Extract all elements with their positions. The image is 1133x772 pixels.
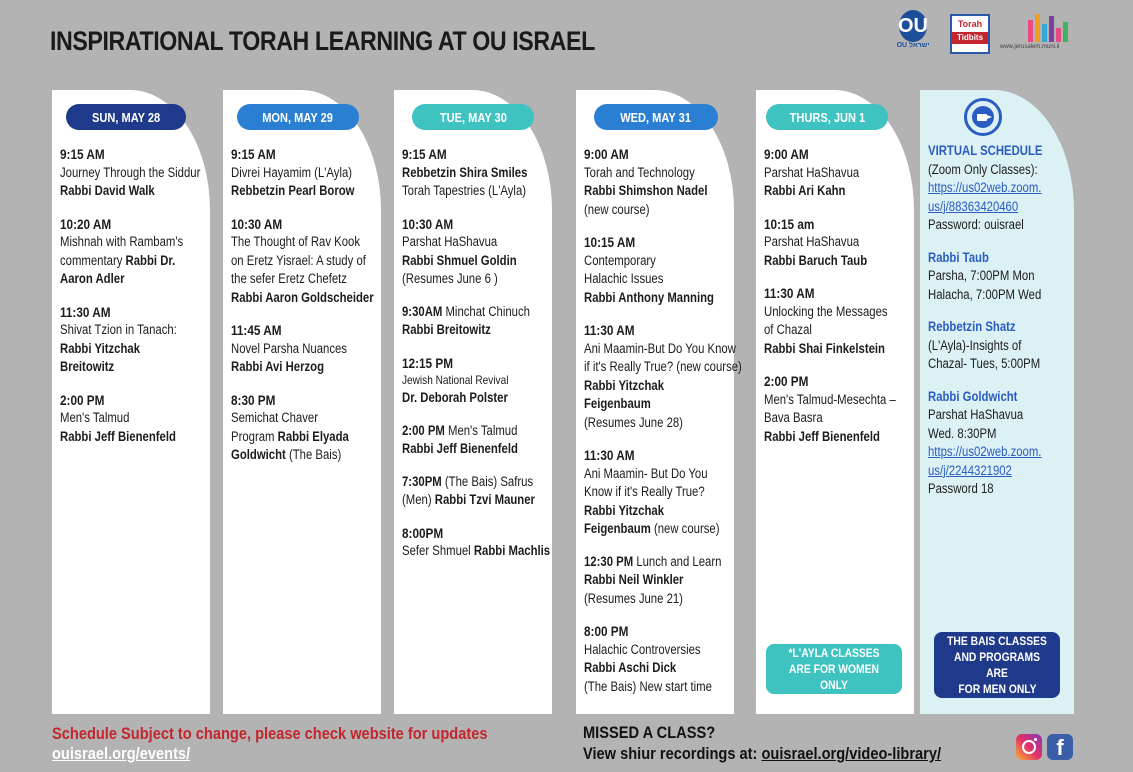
class-title <box>231 233 361 252</box>
class-time: 12:15 PM <box>402 354 453 371</box>
ou-sub: OU ישראל <box>896 42 930 49</box>
zoom-video-icon <box>964 98 1002 136</box>
bold-part: 7:30PM <box>402 473 442 489</box>
regular-part: (The Bais) New start time <box>584 678 712 694</box>
zoom-link[interactable]: us/j/2244321902 <box>928 462 1012 478</box>
missed-class-notice <box>583 722 999 764</box>
class-entry <box>584 145 728 219</box>
virtual-schedule-card <box>920 90 1074 714</box>
teacher-name: Aaron Adler <box>60 271 125 286</box>
class-title <box>231 252 366 271</box>
zoom-link[interactable]: https://us02web.zoom. <box>928 180 1042 195</box>
note-line: FOR MEN ONLY <box>957 682 1037 696</box>
class-title <box>402 270 523 289</box>
class-title <box>231 270 352 289</box>
regular-part: Parshat HaShavua <box>928 407 1024 422</box>
class-title <box>764 164 885 183</box>
teacher-name: Rabbi Aschi Dick <box>584 660 677 675</box>
class-title <box>402 491 535 510</box>
teacher-name: Rabbi Ari Kahn <box>764 183 846 198</box>
class-list <box>60 145 204 460</box>
regular-part: Parshat HaShavua <box>764 164 860 180</box>
class-title <box>231 340 352 359</box>
virtual-heading: Rabbi Goldwicht <box>928 388 1018 404</box>
class-time: 11:30 AM <box>764 285 815 301</box>
day-card <box>756 90 914 714</box>
day-label: TUE, MAY 30 <box>439 109 507 125</box>
day-label: MON, MAY 29 <box>262 109 334 125</box>
teacher-name: Rabbi Shimshon Nadel <box>584 183 708 198</box>
regular-part: if it's Really True? (new course) <box>584 359 742 374</box>
class-title <box>231 164 352 183</box>
zoom-link[interactable]: https://us02web.zoom. <box>928 444 1042 459</box>
day-label: THURS, JUN 1 <box>789 109 865 125</box>
regular-part: (new course) <box>584 201 650 217</box>
regular-part: Men's Talmud <box>444 422 518 438</box>
bold-part: 2:00 PM <box>402 422 445 438</box>
teacher-name: Rabbi Neil Winkler <box>584 572 684 587</box>
regular-part: Parsha, 7:00PM Mon <box>928 268 1035 283</box>
class-title <box>928 355 1046 374</box>
class-title <box>928 480 1046 499</box>
class-entry <box>584 622 728 696</box>
class-entry <box>402 524 551 561</box>
class-title: Jewish National Revival <box>402 373 509 387</box>
regular-part: of Chazal <box>764 322 812 337</box>
class-title <box>60 164 201 183</box>
regular-part: (L'Ayla)-Insights of <box>928 337 1022 353</box>
bold-part: Feigenbaum <box>584 521 651 536</box>
regular-part: (The Bais) <box>285 447 342 462</box>
regular-part: Mishnah with Rambam's <box>60 234 184 249</box>
day-label: SUN, MAY 28 <box>91 109 161 125</box>
regular-part: (Men) <box>402 492 432 507</box>
virtual-entry <box>928 249 1068 305</box>
class-entry <box>60 145 204 201</box>
class-list <box>231 145 375 479</box>
regular-part: the sefer Eretz Chefetz <box>231 271 347 286</box>
class-title <box>584 483 705 502</box>
class-title <box>584 465 708 484</box>
day-pill <box>594 104 718 130</box>
regular-part: The Thought of Rav Kook <box>231 234 361 249</box>
regular-part: (Resumes June 28) <box>584 414 683 430</box>
teacher-name: Rabbi David Walk <box>60 183 155 198</box>
class-entry <box>584 233 728 307</box>
class-title <box>928 425 1046 444</box>
regular-part: Unlocking the Messages <box>764 303 888 319</box>
class-time: 2:00 PM <box>60 391 105 408</box>
class-title <box>584 270 705 289</box>
class-title <box>60 252 181 271</box>
class-entry <box>231 321 375 377</box>
class-entry <box>402 473 546 510</box>
regular-part: Halachic Issues <box>584 271 664 286</box>
bold-part: 9:30AM <box>402 303 443 319</box>
note-line: *L'AYLA CLASSES <box>788 646 880 660</box>
jlm-caption: www.jerusalem.muni.il <box>1000 44 1060 50</box>
mixed-line <box>402 303 530 322</box>
class-title <box>60 233 184 252</box>
class-title <box>584 252 705 271</box>
regular-part: (Zoom Only Classes): <box>928 161 1038 177</box>
regular-part: Semichat Chaver <box>231 410 318 425</box>
mixed-line <box>402 473 534 492</box>
jerusalem-municipality-logo <box>1000 12 1092 56</box>
class-entry <box>402 303 546 340</box>
bold-part: 12:30 PM <box>584 553 634 569</box>
teacher-name: Rabbi Yitzchak <box>60 340 141 356</box>
class-title <box>60 321 181 340</box>
mens-note <box>934 632 1060 698</box>
regular-part: (new course) <box>650 521 720 536</box>
virtual-entry <box>928 142 1068 235</box>
teacher-name: Rabbi Jeff Bienenfeld <box>60 428 176 444</box>
regular-part: Parshat HaShavua <box>402 234 498 249</box>
regular-part: Ani Maamin-But Do You Know <box>584 340 736 356</box>
class-entry <box>231 215 375 308</box>
regular-part: Lunch and Learn <box>633 553 722 569</box>
regular-part: Men's Talmud <box>60 410 130 425</box>
virtual-heading: VIRTUAL SCHEDULE <box>928 143 1043 158</box>
regular-part: Password: ouisrael <box>928 217 1024 232</box>
ou-israel-logo <box>896 10 930 54</box>
mixed-line <box>402 422 523 441</box>
day-pill <box>66 104 186 130</box>
class-entry <box>584 553 728 609</box>
torah-logo-text: Torah <box>957 19 983 29</box>
regular-part: on Eretz Yisrael: A study of <box>231 252 366 268</box>
regular-part: Know if it's Really True? <box>584 484 705 499</box>
page-title: INSPIRATIONAL TORAH LEARNING AT OU ISRAEL <box>50 26 595 56</box>
class-list <box>402 145 551 575</box>
footer-notice <box>52 724 558 764</box>
teacher-name: Rabbi Yitzchak <box>584 377 665 393</box>
teacher-name: Rabbi Yitzchak <box>584 502 665 518</box>
teacher-name: Rabbi Jeff Bienenfeld <box>402 441 518 456</box>
regular-part: Sefer Shmuel <box>402 543 471 558</box>
class-title <box>928 161 1046 180</box>
recordings-prefix: View shiur recordings at: <box>583 744 762 763</box>
teacher-name: Breitowitz <box>60 359 115 374</box>
sponsor-logos <box>896 10 1096 60</box>
class-time: 9:15 AM <box>402 146 447 162</box>
class-time: 10:30 AM <box>402 215 454 232</box>
class-title <box>764 409 885 428</box>
class-title <box>584 590 705 609</box>
teacher-name: Rabbi Aaron Goldscheider <box>231 289 374 305</box>
regular-part: Bava Basra <box>764 410 823 425</box>
torah-tidbits-logo <box>950 14 990 54</box>
class-entry <box>402 422 546 459</box>
class-title <box>402 182 527 201</box>
class-entry <box>584 446 728 539</box>
bold-part: Rabbi Tzvi Mauner <box>431 492 535 507</box>
teacher-name: Feigenbaum <box>584 396 651 411</box>
class-entry <box>60 303 204 377</box>
bold-part: Rabbi Machlis <box>470 543 551 558</box>
class-entry <box>764 145 908 201</box>
regular-part: Chazal- Tues, 5:00PM <box>928 356 1041 371</box>
regular-part: Divrei Hayamim (L'Ayla) <box>231 164 353 180</box>
regular-part: Password 18 <box>928 481 994 496</box>
class-entry <box>402 354 546 408</box>
jlm-bars-icon <box>1028 12 1092 42</box>
class-time: 9:00 AM <box>764 146 809 162</box>
instagram-icon[interactable] <box>1016 734 1042 760</box>
class-title <box>764 391 896 410</box>
regular-part: Program <box>231 428 275 444</box>
teacher-name: Rebbetzin Pearl Borow <box>231 183 355 198</box>
class-entry <box>764 284 908 358</box>
mixed-line <box>584 553 722 572</box>
class-time: 9:15 AM <box>231 146 276 162</box>
day-label: WED, MAY 31 <box>620 109 692 125</box>
class-time: 10:15 am <box>764 215 815 232</box>
missed-class-heading: MISSED A CLASS? <box>583 723 716 742</box>
note-line: THE BAIS CLASSES <box>947 634 1047 648</box>
regular-part: Ani Maamin- But Do You <box>584 465 708 481</box>
teacher-name: Rabbi Shmuel Goldin <box>402 252 517 268</box>
class-title <box>584 414 705 433</box>
mixed-line <box>231 446 352 465</box>
bold-part: Goldwicht <box>231 447 286 462</box>
class-title <box>231 428 352 447</box>
regular-part: (Resumes June 21) <box>584 590 683 606</box>
regular-part: Wed. 8:30PM <box>928 425 997 441</box>
teacher-name: Rabbi Anthony Manning <box>584 289 714 305</box>
class-time: 8:00 PM <box>584 623 629 639</box>
class-entry <box>764 215 908 271</box>
regular-part: Halachic Controversies <box>584 641 701 657</box>
class-title <box>928 286 1046 305</box>
teacher-name: Rebbetzin Shira Smiles <box>402 164 528 180</box>
bold-part: Rabbi Dr. <box>122 252 176 268</box>
womens-note <box>766 644 902 694</box>
teacher-name: Rabbi Shai Finkelstein <box>764 340 885 356</box>
day-pill <box>237 104 359 130</box>
class-time: 8:00PM <box>402 524 444 541</box>
teacher-name: Rabbi Jeff Bienenfeld <box>764 428 880 444</box>
regular-part: Journey Through the Siddur <box>60 164 201 180</box>
class-time: 11:45 AM <box>231 322 282 338</box>
day-card <box>394 90 552 714</box>
class-entry <box>764 372 908 446</box>
regular-part: Halacha, 7:00PM Wed <box>928 286 1042 302</box>
class-title <box>584 201 705 220</box>
class-title <box>764 233 885 252</box>
class-list <box>584 145 742 710</box>
class-entry <box>231 145 375 201</box>
class-time: 10:15 AM <box>584 234 636 250</box>
teacher-name: Rabbi Avi Herzog <box>231 359 325 374</box>
virtual-entry <box>928 388 1068 499</box>
regular-part: Contemporary <box>584 252 656 268</box>
class-time: 10:30 AM <box>231 215 283 232</box>
regular-part: Parshat HaShavua <box>764 234 860 249</box>
class-entry <box>60 215 204 289</box>
class-title <box>584 358 742 377</box>
teacher-name: Rabbi Breitowitz <box>402 322 491 337</box>
day-card <box>52 90 210 714</box>
class-title <box>928 337 1046 356</box>
regular-part: Minchat Chinuch <box>442 303 530 319</box>
class-time: 9:15 AM <box>60 146 105 162</box>
class-entry <box>402 145 546 201</box>
tidbits-logo-text: Tidbits <box>952 32 988 44</box>
class-time: 11:30 AM <box>584 447 635 463</box>
class-title <box>584 164 705 183</box>
ou-mark: OU <box>899 10 927 42</box>
virtual-list <box>928 142 1068 513</box>
class-title <box>928 216 1046 235</box>
class-title <box>60 409 181 428</box>
class-time: 9:00 AM <box>584 146 629 162</box>
class-list <box>764 145 908 460</box>
regular-part: Novel Parsha Nuances <box>231 340 347 356</box>
recordings-line <box>583 743 941 764</box>
day-card <box>576 90 742 714</box>
virtual-entry <box>928 318 1068 374</box>
class-time: 2:00 PM <box>764 373 809 389</box>
class-time: 10:20 AM <box>60 215 112 232</box>
day-card <box>223 90 381 714</box>
note-line: AND PROGRAMS ARE <box>953 650 1040 680</box>
class-title <box>231 409 352 428</box>
virtual-heading: Rebbetzin Shatz <box>928 319 1016 334</box>
class-entry <box>231 391 375 465</box>
class-title <box>764 321 885 340</box>
class-title <box>402 542 551 561</box>
day-pill <box>766 104 888 130</box>
regular-part: (Resumes June 6 ) <box>402 271 498 286</box>
class-entry <box>402 215 546 289</box>
events-link[interactable]: ouisrael.org/events/ <box>52 744 191 763</box>
day-pill <box>412 104 534 130</box>
teacher-name: Dr. Deborah Polster <box>402 390 508 405</box>
virtual-heading: Rabbi Taub <box>928 249 989 265</box>
class-title <box>928 267 1046 286</box>
class-entry <box>584 321 742 432</box>
facebook-icon[interactable]: f <box>1047 734 1073 760</box>
mixed-line <box>584 520 720 539</box>
video-library-link[interactable]: ouisrael.org/video-library/ <box>761 744 942 763</box>
bold-part: Rabbi Elyada <box>274 428 349 444</box>
class-time: 11:30 AM <box>584 322 635 338</box>
class-title <box>928 406 1046 425</box>
class-time: 11:30 AM <box>60 303 111 320</box>
regular-part: Torah Tapestries (L'Ayla) <box>402 183 527 198</box>
regular-part: Shivat Tzion in Tanach: <box>60 322 177 337</box>
class-entry <box>60 391 204 447</box>
class-time: 8:30 PM <box>231 391 276 408</box>
zoom-link[interactable]: us/j/88363420460 <box>928 198 1019 214</box>
class-title <box>764 303 888 322</box>
regular-part: Torah and Technology <box>584 164 695 180</box>
class-title <box>584 678 712 697</box>
note-line: ARE FOR WOMEN ONLY <box>788 662 880 692</box>
teacher-name: Rabbi Baruch Taub <box>764 252 868 268</box>
class-title <box>584 340 736 359</box>
class-title <box>402 233 523 252</box>
regular-part: Men's Talmud-Mesechta – <box>764 391 896 407</box>
schedule-change-warning: Schedule Subject to change, please check website for updates <box>52 724 488 743</box>
regular-part: (The Bais) Safrus <box>441 473 534 489</box>
regular-part: commentary <box>60 252 123 268</box>
class-title <box>584 641 705 660</box>
